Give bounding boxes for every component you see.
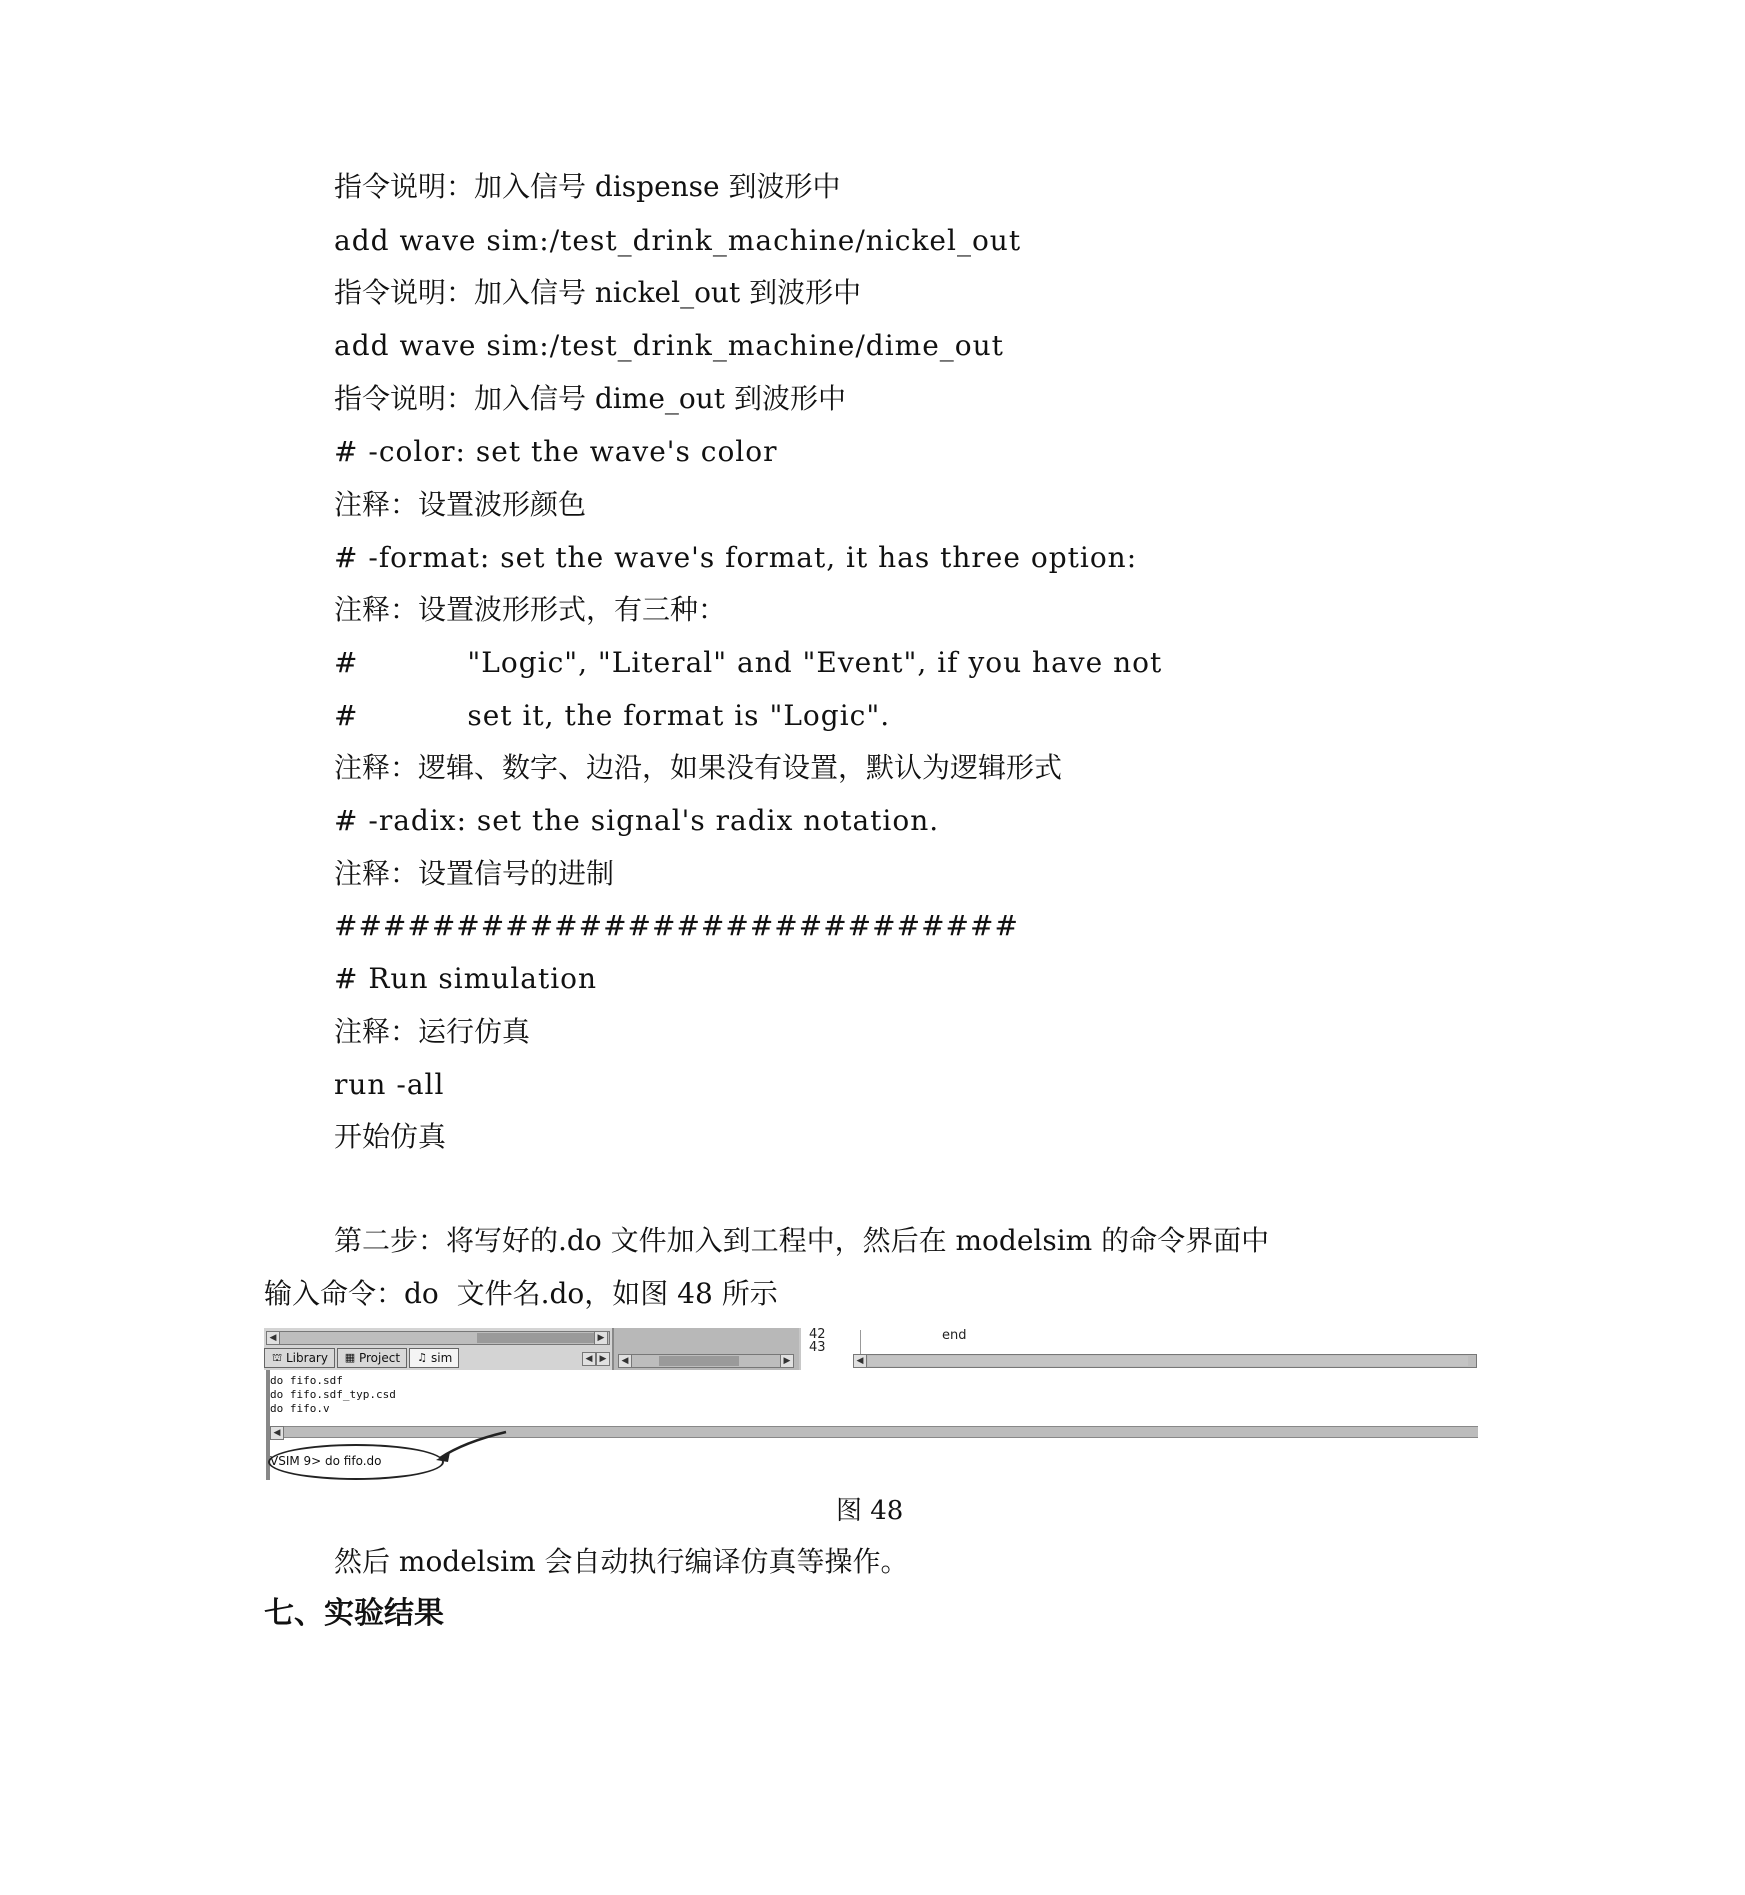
transcript-console[interactable]	[264, 1370, 1478, 1488]
middle-scrollbar[interactable]	[618, 1354, 792, 1368]
text-line-3: 指令说明：加入信号 nickel_out 到波形中	[334, 276, 862, 309]
source-pane	[801, 1328, 1478, 1370]
pointer-arrow-icon	[434, 1428, 514, 1468]
middle-scroll-right-icon[interactable]: ▶	[780, 1354, 794, 1368]
section-heading: 七、实验结果	[264, 1596, 444, 1631]
console-line: do fifo.sdf	[270, 1374, 343, 1387]
tab-scroll-left-icon[interactable]: ◀	[582, 1352, 596, 1366]
command-run-all: run -all	[334, 1068, 445, 1101]
comment-run-simulation: # Run simulation	[334, 962, 598, 995]
figure-caption: 图 48	[836, 1496, 904, 1526]
gutter-separator	[860, 1330, 861, 1354]
console-scroll-left-icon[interactable]: ◀	[270, 1426, 284, 1440]
source-scroll-left-icon[interactable]: ◀	[853, 1354, 867, 1368]
tab-library-label: Library	[286, 1351, 328, 1365]
comment-format-options: # "Logic", "Literal" and "Event", if you have not	[334, 646, 1163, 679]
project-icon: ▦	[344, 1351, 356, 1364]
sim-icon: ♫	[417, 1351, 427, 1364]
comment-format: # -format: set the wave's format, it has three option:	[334, 541, 1138, 574]
tab-project-label: Project	[358, 1351, 401, 1365]
console-line: do fifo.v	[270, 1402, 330, 1415]
note-radix: 注释：设置信号的进制	[334, 857, 615, 890]
tab-project[interactable]	[337, 1348, 407, 1368]
source-scrollbar[interactable]	[853, 1354, 1477, 1368]
line-number: 43	[809, 1340, 826, 1355]
note-format-default: 注释：逻辑、数字、边沿，如果没有设置，默认为逻辑形式	[334, 751, 1063, 784]
code-line-dime: add wave sim:/test_drink_machine/dime_out	[334, 329, 1004, 362]
note-color: 注释：设置波形颜色	[334, 488, 587, 521]
console-line: do fifo.sdf_typ.csd	[270, 1388, 396, 1401]
hash-divider: ############################	[334, 909, 1019, 942]
library-icon: ⛫	[271, 1351, 283, 1364]
tab-sim[interactable]	[409, 1348, 459, 1368]
comment-format-default: # set it, the format is "Logic".	[334, 699, 891, 732]
workspace-pane	[264, 1328, 614, 1370]
console-history	[270, 1374, 396, 1416]
after-figure-text: 然后 modelsim 会自动执行编译仿真等操作。	[334, 1545, 909, 1578]
middle-scroll-left-icon[interactable]: ◀	[618, 1354, 632, 1368]
tab-sim-label: sim	[431, 1351, 453, 1365]
line-number: 42	[809, 1328, 826, 1342]
comment-radix: # -radix: set the signal's radix notation.	[334, 804, 940, 837]
step2-line-2: 输入命令：do 文件名.do，如图 48 所示	[264, 1277, 778, 1310]
source-end-keyword: end	[942, 1328, 967, 1343]
middle-pane	[614, 1328, 799, 1370]
tab-library[interactable]	[264, 1348, 335, 1368]
note-start-simulation: 开始仿真	[334, 1120, 447, 1153]
scroll-right-icon[interactable]: ▶	[594, 1331, 608, 1345]
workspace-tabs	[264, 1348, 461, 1368]
modelsim-screenshot	[264, 1328, 1478, 1488]
vsim-prompt-input[interactable]: VSIM 9> do fifo.do	[270, 1454, 382, 1468]
source-line-numbers	[809, 1328, 826, 1354]
code-line-nickel: add wave sim:/test_drink_machine/nickel_out	[334, 224, 1022, 257]
tab-scroll-right-icon[interactable]: ▶	[596, 1352, 610, 1366]
scroll-left-icon[interactable]: ◀	[266, 1331, 280, 1345]
text-line-5: 指令说明：加入信号 dime_out 到波形中	[334, 382, 846, 415]
note-format: 注释：设置波形形式，有三种：	[334, 593, 727, 626]
highlight-ellipse	[268, 1444, 444, 1480]
workspace-scrollbar[interactable]	[266, 1331, 610, 1345]
text-line-1: 指令说明：加入信号 dispense 到波形中	[334, 170, 841, 203]
note-run-simulation: 注释：运行仿真	[334, 1015, 531, 1048]
comment-color: # -color: set the wave's color	[334, 435, 778, 468]
step2-line-1: 第二步：将写好的.do 文件加入到工程中，然后在 modelsim 的命令界面中	[334, 1224, 1270, 1257]
